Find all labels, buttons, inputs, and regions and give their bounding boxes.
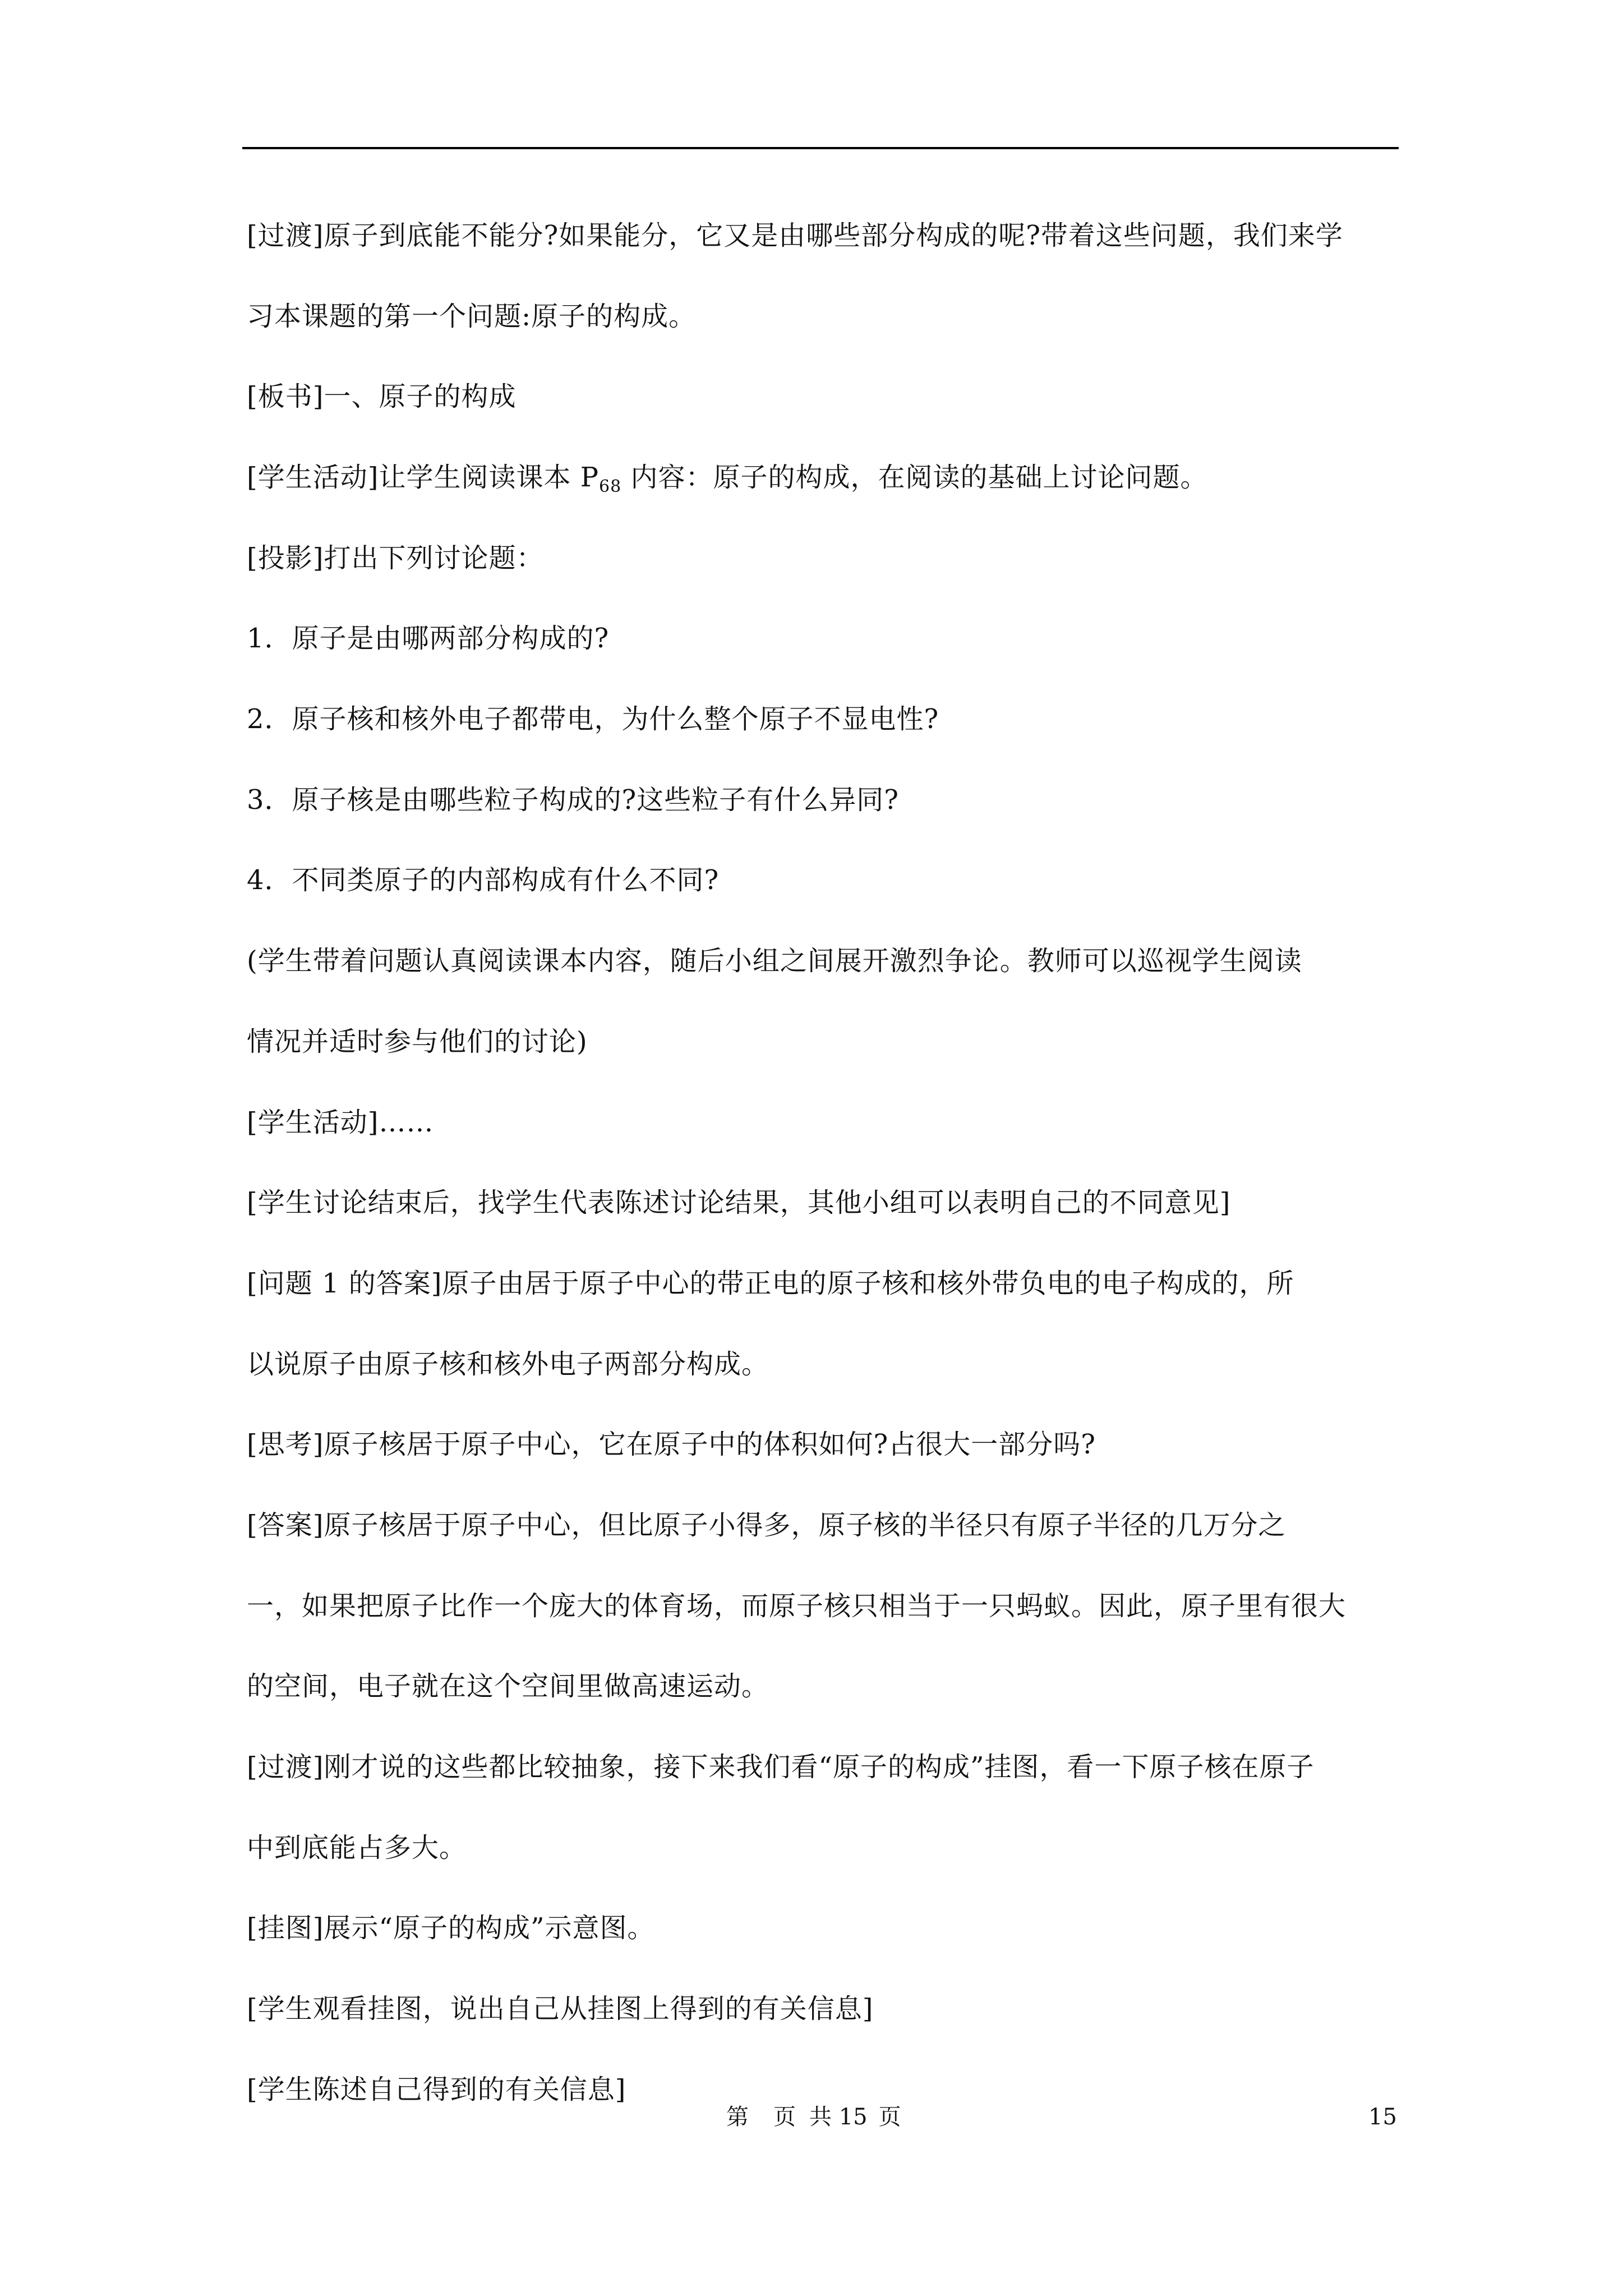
paragraph-line: [答案]原子核居于原子中心，但比原子小得多，原子核的半径只有原子半径的几万分之 bbox=[247, 1510, 1286, 1541]
paragraph-line: (学生带着问题认真阅读课本内容，随后小组之间展开激烈争论。教师可以巡视学生阅读 bbox=[247, 945, 1302, 977]
paragraph-line: [思考]原子核居于原子中心，它在原子中的体积如何?占很大一部分吗? bbox=[247, 1429, 1096, 1460]
paragraph-line: [学生陈述自己得到的有关信息] bbox=[247, 2074, 626, 2105]
line-text: [学生活动]让学生阅读课本 P bbox=[247, 462, 600, 493]
paragraph-line: 习本课题的第一个问题:原子的构成。 bbox=[247, 301, 697, 332]
paragraph-line: 1．原子是由哪两部分构成的? bbox=[247, 623, 610, 654]
paragraph-line: [过渡]刚才说的这些都比较抽象，接下来我们看“原子的构成”挂图，看一下原子核在原子 bbox=[247, 1751, 1315, 1783]
page-number: 15 bbox=[1368, 2104, 1397, 2130]
paragraph-line: [投影]打出下列讨论题： bbox=[247, 542, 544, 574]
line-text: 内容：原子的构成，在阅读的基础上讨论问题。 bbox=[621, 462, 1208, 493]
subscript: 68 bbox=[599, 477, 622, 496]
footer-word: 页 bbox=[773, 2104, 796, 2130]
footer-word: 页 bbox=[878, 2104, 901, 2130]
paragraph-line: 4．不同类原子的内部构成有什么不同? bbox=[247, 864, 720, 896]
paragraph-line: 一，如果把原子比作一个庞大的体育场，而原子核只相当于一只蚂蚁。因此，原子里有很大 bbox=[247, 1590, 1347, 1622]
paragraph-line bbox=[247, 464, 1396, 500]
paragraph-line: 情况并适时参与他们的讨论) bbox=[247, 1026, 588, 1057]
paragraph-line: [过渡]原子到底能不能分?如果能分，它又是由哪些部分构成的呢?带着这些问题，我们来学 bbox=[247, 220, 1343, 251]
page-footer bbox=[726, 2106, 901, 2128]
paragraph-line: 3．原子核是由哪些粒子构成的?这些粒子有什么异同? bbox=[247, 784, 900, 816]
paragraph-line: [问题 1 的答案]原子由居于原子中心的带正电的原子核和核外带负电的电子构成的，所 bbox=[247, 1268, 1294, 1299]
paragraph-line: 中到底能占多大。 bbox=[247, 1832, 467, 1864]
footer-total: 共 15 bbox=[809, 2104, 868, 2130]
paragraph-line: [学生讨论结束后，找学生代表陈述讨论结果，其他小组可以表明自己的不同意见] bbox=[247, 1187, 1231, 1218]
paragraph-line: 的空间，电子就在这个空间里做高速运动。 bbox=[247, 1671, 769, 1702]
paragraph-line: [学生活动]…… bbox=[247, 1107, 434, 1138]
paragraph-line: 2．原子核和核外电子都带电，为什么整个原子不显电性? bbox=[247, 703, 939, 735]
paragraph-line: [学生观看挂图，说出自己从挂图上得到的有关信息] bbox=[247, 1993, 874, 2024]
paragraph-line: [挂图]展示“原子的构成”示意图。 bbox=[247, 1912, 655, 1944]
paragraph-line: [板书]一、原子的构成 bbox=[247, 381, 517, 412]
header-rule bbox=[242, 147, 1399, 149]
paragraph-line: 以说原子由原子核和核外电子两部分构成。 bbox=[247, 1349, 769, 1380]
footer-word: 第 bbox=[726, 2104, 749, 2130]
